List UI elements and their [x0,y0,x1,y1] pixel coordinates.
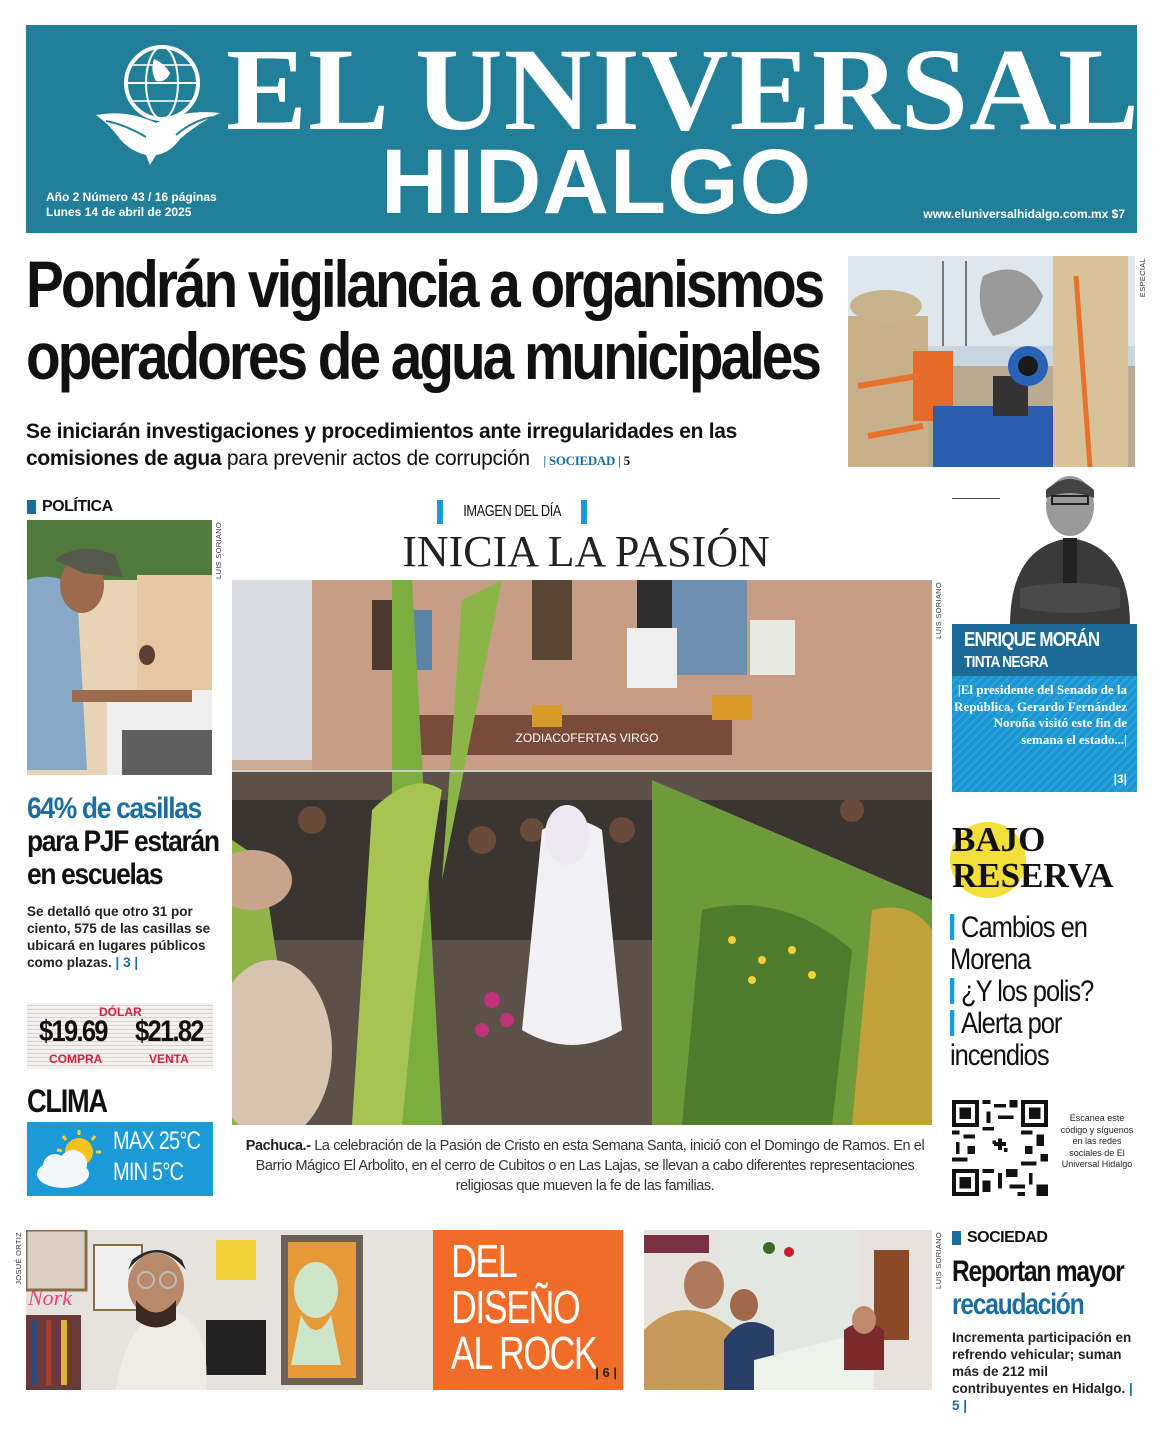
politica-body [27,903,217,971]
politica-headline-rest: para PJF estarán en escuelas [27,825,219,891]
lead-section-ref[interactable] [543,453,629,468]
lead-photo-credit: ESPECIAL [1138,258,1147,298]
page-ref: |3| [1113,772,1127,786]
feature-photo[interactable] [26,1230,433,1390]
masthead-subtitle: HIDALGO [381,131,813,233]
columnist-quote: |El presidente del Senado de la República, Gerardo Fernández Noroña visitó este fin de semana el estado...| [954,682,1127,747]
image-of-day-caption [240,1136,930,1196]
buy-rate-value: $19.69 [39,1015,107,1048]
feature-photo-credit: JOSUÉ ORTIZ [14,1232,23,1285]
max-temp: MAX 25°C [113,1127,201,1155]
section-label: POLÍTICA [42,498,113,515]
section-tag-sociedad[interactable] [952,1229,1047,1247]
sociedad-body-text: Incrementa participación en refrendo vehicular; suman más de 212 mil contribuyentes en Hidalgo. [952,1330,1132,1396]
sun-cloud-icon [33,1126,113,1192]
caption-dateline: Pachuca.- [245,1138,311,1154]
svg-text:ZODIACOFERTAS VIRGO: ZODIACOFERTAS VIRGO [515,731,659,745]
dollar-rate-box [27,1003,213,1069]
politica-photo[interactable] [27,520,212,775]
columnist-name: ENRIQUE MORÁN [964,629,1100,651]
lead-deck [26,418,826,474]
kicker-bar-left [437,500,443,524]
weather-box [27,1122,213,1196]
image-of-day-credit: LUIS SORIANO [934,582,943,639]
politica-headline[interactable] [27,792,229,891]
feature-title-box[interactable] [433,1230,623,1390]
palm-sunday-procession-photo [232,580,932,1125]
min-temp: MIN 5°C [113,1158,184,1186]
qr-instructions: Escanea este código y síguenos en las redes sociales de El Universal Hidalgo [1060,1113,1134,1169]
politica-body-text: Se detalló que otro 31 por ciento, 575 de las casillas se ubicará en lugares públicos como plazas. [27,904,211,970]
masthead [26,24,1141,233]
qr-code-icon[interactable] [952,1100,1048,1196]
weather-temps [113,1126,200,1188]
item-label: Alerta por incendios [950,1007,1062,1072]
water-workers-photo [848,256,1135,467]
sell-rate-value: $21.82 [135,1015,203,1048]
page-ref: 5 [623,453,630,468]
svg-text:Nork: Nork [28,1285,72,1310]
lead-photo[interactable] [848,256,1135,467]
buy-rate-label: COMPRA [49,1052,103,1066]
caption-text: La celebración de la Pasión de Cristo en esta Semana Santa, inició con el Domingo de Ramos. En el Barrio Mágico El Arbolito, en el cerro de Cubitos o en Las Lajas, se llevan a cabo diferentes representaciones religiosas que mueven la fe de las familias. [255,1138,925,1194]
section-marker-icon [952,1231,961,1245]
globe-eagle-logo-icon [66,37,226,177]
sell-rate-label: VENTA [149,1052,189,1066]
website-price[interactable]: www.eluniversalhidalgo.com.mx $7 [923,207,1125,221]
sociedad-photo[interactable] [644,1230,932,1390]
sociedad-photo-credit: LUIS SORIANO [934,1232,943,1289]
column-name: TINTA NEGRA [964,654,1048,671]
bajo-reserva-item[interactable] [950,976,1141,1008]
politica-photo-credit: LUIS SORIANO [214,522,223,579]
politica-headline-highlight: 64% de casillas [27,792,201,825]
masthead-title: EL UNIVERSAL [226,24,1141,155]
sociedad-body [952,1329,1142,1414]
sociedad-headline[interactable] [952,1255,1164,1321]
lead-headline[interactable] [26,248,843,392]
image-of-day-photo[interactable] [232,580,932,1125]
columnist-quote-box[interactable] [952,676,1137,792]
bajo-reserva-list [950,912,1141,1072]
page-ref[interactable]: | 3 | [115,955,139,970]
feature-title-line: AL ROCK [451,1327,597,1379]
lead-headline-line1: Pondrán vigilancia a organismos [26,247,823,321]
feature-title [451,1235,597,1379]
bullet-bar-icon [950,978,954,1004]
item-label: ¿Y los polis? [961,975,1094,1008]
bajo-reserva-logo [950,822,1140,902]
bajo-reserva-line2: RESERVA [952,856,1114,895]
issue-info [46,190,217,220]
columnist-portrait [1000,468,1140,626]
weather-title: CLIMA [27,1083,107,1119]
columnist-header[interactable] [952,624,1137,676]
sociedad-headline-highlight: recaudación [952,1288,1084,1321]
lead-deck-bold: Se iniciarán investigaciones y procedimientos ante irregularidades en las comisiones de agua [26,420,738,470]
kicker-label: IMAGEN DEL DÍA [463,503,561,520]
feature-title-line: DISEÑO [451,1281,580,1333]
section-label: SOCIEDAD [967,1229,1048,1246]
voter-photo [27,520,212,775]
section-ref-label: | SOCIEDAD | [543,453,621,468]
bajo-reserva-item[interactable] [950,1008,1141,1072]
bullet-bar-icon [950,1010,954,1036]
lead-headline-line2: operadores de agua municipales [26,319,819,393]
image-of-day-title[interactable]: INICIA LA PASIÓN [402,527,770,576]
image-of-day-kicker [0,500,1084,529]
bullet-bar-icon [950,914,954,940]
tax-office-photo [644,1230,932,1390]
dollar-label: DÓLAR [99,1005,142,1019]
designer-studio-photo [26,1230,433,1390]
page-ref[interactable]: | 5 | [952,1381,1133,1413]
bajo-reserva-item[interactable] [950,912,1141,976]
date-line: Lunes 14 de abril de 2025 [46,205,192,219]
lead-deck-regular: para prevenir actos de corrupción [221,447,530,470]
page-ref: | 6 | [595,1365,617,1380]
kicker-bar-right [581,500,587,524]
sociedad-headline-line1: Reportan mayor [952,1255,1124,1288]
issue-line: Año 2 Número 43 / 16 páginas [46,190,217,204]
feature-title-line: DEL [451,1235,517,1287]
item-label: Cambios en Morena [950,911,1087,976]
columnist-photo[interactable] [1000,468,1140,626]
bajo-reserva-line1: BAJO [952,820,1046,859]
